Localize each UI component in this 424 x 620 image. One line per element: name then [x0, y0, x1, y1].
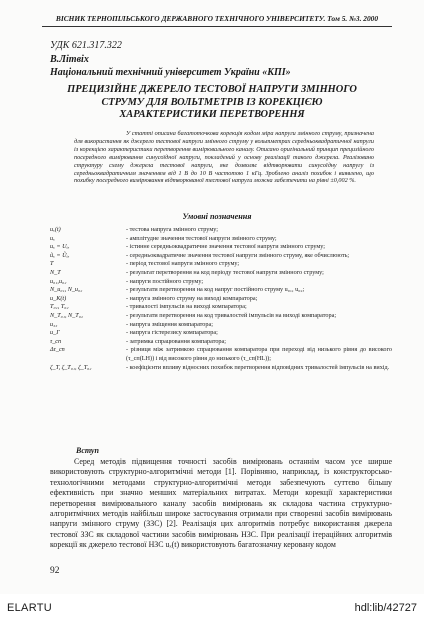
- notation-desc: - напруги постійного струму;: [126, 277, 204, 285]
- notation-desc: - істинне середньоквадратичне значення тестової напруги змінного струму;: [126, 243, 326, 251]
- journal-header: ВІСНИК ТЕРНОПІЛЬСЬКОГО ДЕРЖАВНОГО ТЕХНІЧНОГО УНІВЕРСИТЕТУ. Том 5. №3. 2000: [55, 14, 379, 23]
- notation-desc: - середньоквадратичне значення тестової напруги змінного струму, яке обчислюють;: [126, 251, 350, 259]
- footer-bar: [0, 594, 424, 620]
- author-name: В.Літвіх: [50, 54, 89, 65]
- notation-row: [50, 269, 392, 278]
- notation-symbol: ũₓ = Ũᵢₓ: [50, 251, 70, 259]
- notation-symbol: ζ_T, ζ_T₀₁, ζ_T₀₂: [50, 363, 92, 371]
- abstract: [74, 130, 374, 185]
- notation-desc: - затримка спрацювання компаратора;: [126, 337, 226, 345]
- notation-symbol: uₓ = Uᵢₓ: [50, 243, 70, 251]
- notation-desc: - напруга зміщення компаратора;: [126, 320, 213, 328]
- notation-row: [50, 226, 392, 235]
- notation-row: [50, 235, 392, 244]
- affiliation: Національний технічний університет України «КПІ»: [50, 67, 291, 78]
- notation-desc: - тривалості імпульсів на виході компаратора;: [126, 303, 247, 311]
- notation-row: [50, 243, 392, 252]
- notation-row: [50, 364, 392, 373]
- notation-row: [50, 321, 392, 330]
- notation-symbol: uₓ: [50, 234, 55, 242]
- notation-desc: - різниця між затримкою спрацювання компаратора при переході від низького рівня до високого (τ_сп(LH)) і від високого рівня до низького (τ_сп(HL));: [126, 346, 392, 362]
- intro-text: Серед методів підвищення точності засобів вимірювань останнім часом усе ширше використовують структурно-алгоритмічні методи [1]. Порівняно, наприклад, із конструкторсько-технологічними методами структурно-алгоритмічні методи забезпечують суттєво більшу ефективність при значно менших матеріальних витратах. Методи корекції характеристики перетворення вимірювального каналу засобів вимірювань як складова частина структурно-алгоритмічних методів найбільш широке застосування отримали при створенні засобів вимірювань напруги змінного струму (ЗЗС) [2]. Реалізація цих алгоритмів потребує використання джерела тестової ЗЗС як складової частини засобів вимірювань НЗС. При реалізації ітераційних алгоритмів корекції як джерело тестової НЗС uₓ(t) використовують багатозначну керовану кодом: [50, 457, 392, 550]
- header-rule: [42, 26, 392, 27]
- notation-row: [50, 303, 392, 312]
- intro-heading: Вступ: [76, 446, 99, 455]
- notation-symbol: Δτ_сп: [50, 346, 65, 354]
- notation-desc: - результати перетворення на код тривалостей імпульсів на виході компаратора;: [126, 311, 337, 319]
- notation-row: [50, 278, 392, 287]
- notation-symbol: τ_сп: [50, 337, 62, 345]
- notation-desc: - період тестової напруги змінного струму;: [126, 260, 240, 268]
- notations-list: [50, 226, 392, 372]
- notation-symbol: u₃₃: [50, 320, 58, 328]
- notation-symbol: N_T₀₁, N_T₀₂: [50, 311, 84, 319]
- notation-desc: - результат перетворення на код періоду тестової напруги змінного струму;: [126, 268, 324, 276]
- intro-section: [50, 457, 392, 551]
- notation-symbol: N_u₀₁, N_u₀₂: [50, 286, 83, 294]
- notation-symbol: u₀₁,u₀₂: [50, 277, 67, 285]
- notation-row: [50, 312, 392, 321]
- notation-symbol: uₓ(t): [50, 226, 61, 233]
- notation-desc: - результати перетворення на код напруг постійного струму u₀₁, u₀₂;: [126, 286, 305, 294]
- notation-row: [50, 260, 392, 269]
- notation-desc: - коефіцієнти впливу відносних похибок перетворення відповідних тривалостей імпульсів на вихід.: [126, 363, 390, 371]
- article-title: ПРЕЦИЗІЙНЕ ДЖЕРЕЛО ТЕСТОВОЇ НАПРУГИ ЗМІННОГО СТРУМУ ДЛЯ ВОЛЬТМЕТРІВ ІЗ КОРЕКЦІЄЮ ХАРАКТЕРИСТИКИ ПЕРЕТВОРЕННЯ: [67, 84, 357, 121]
- abstract-text: У статті описана багатоточкова корекція кодом міра напруги змінного струму, призначена для використання як джерело тестової напруги змінного струму у вольтметрах середньоквадратичної напруги із корекцією характеристики перетворення вимірювального каналу. Описано оригінальний принцип прецизійного посередного вимірювання синусоїдної напруги, покладений у основу реалізації такого джерела. Реалізовано структуру схему джерела тестової напруги, яке дозволяє відтворювати синусоїдну напругу із середньоквадратичним значенням від 1 В до 10 В частотою 1 кГц. Зроблено аналіз похибок і виявлено, що похибку посередного вимірювання відтворюваної тестової напруги можна забезпечити на рівні ±0,002 %.: [74, 130, 374, 185]
- notation-desc: - амплітудне значення тестової напруги змінного струму;: [126, 234, 277, 242]
- notation-row: [50, 338, 392, 347]
- notation-symbol: T: [50, 260, 54, 268]
- notation-row: [50, 346, 392, 363]
- notation-desc: - напруга гістерезису компаратора;: [126, 329, 218, 337]
- notation-row: [50, 295, 392, 304]
- udc-code: УДК 621.317.322: [50, 40, 122, 51]
- page-number: 92: [50, 566, 60, 576]
- notation-row: [50, 252, 392, 261]
- footer-repository-label: ELARTU: [7, 602, 52, 614]
- notation-symbol: u_K(t): [50, 294, 67, 302]
- notation-symbol: u_Г: [50, 329, 60, 337]
- notation-desc: - тестова напруга змінного струму;: [126, 226, 218, 233]
- footer-handle-link[interactable]: hdl:lib/42727: [354, 602, 417, 614]
- notation-symbol: N_T: [50, 268, 61, 276]
- notation-row: [50, 286, 392, 295]
- notation-symbol: T₀₁, T₀₂: [50, 303, 69, 311]
- notation-desc: - напруга змінного струму на виході компаратора;: [126, 294, 258, 302]
- notation-row: [50, 329, 392, 338]
- notations-heading: Умовні позначення: [182, 212, 252, 221]
